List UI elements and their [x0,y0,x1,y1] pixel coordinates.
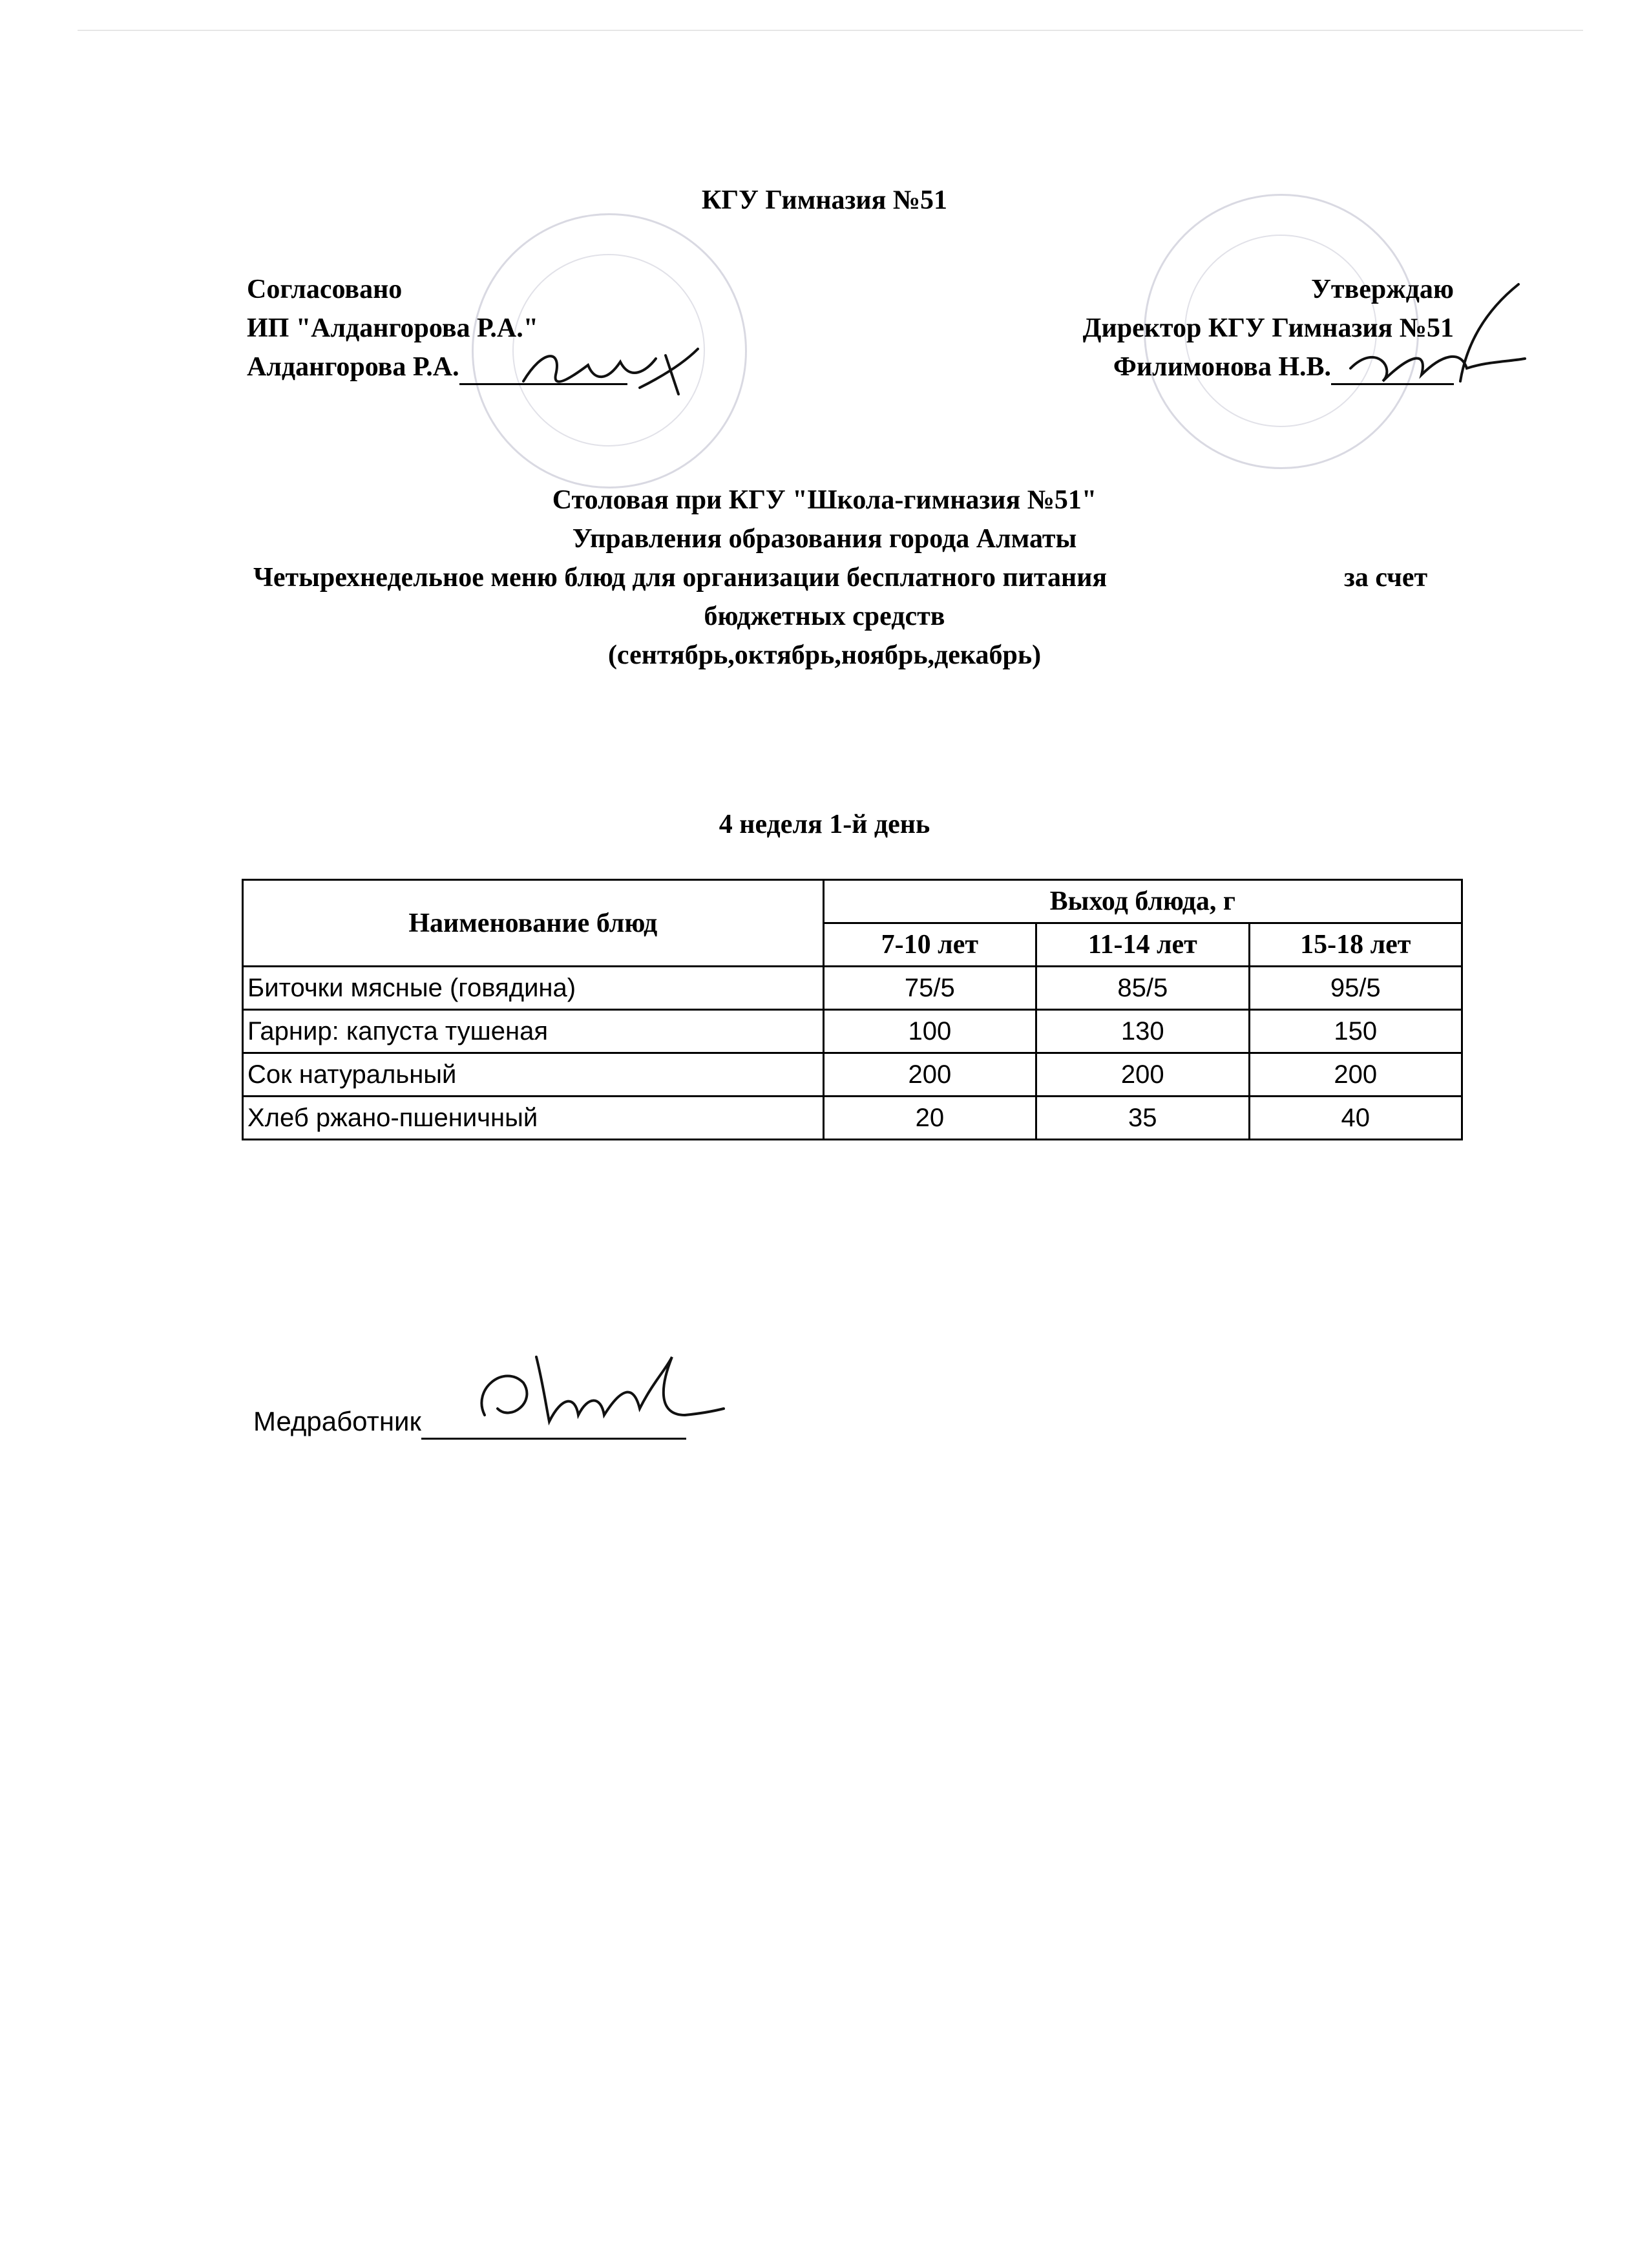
yield-11-14: 130 [1036,1010,1249,1053]
week-day-heading: 4 неделя 1-й день [719,810,930,839]
department-title: Управления образования города Алматы [572,524,1077,554]
yield-11-14: 200 [1036,1053,1249,1097]
director-signature [1338,271,1531,401]
col-dish-name: Наименование блюд [243,880,824,967]
yield-7-10: 75/5 [823,967,1036,1010]
yield-15-18: 200 [1249,1053,1462,1097]
table-row [243,1053,1462,1097]
medic-signature [465,1344,737,1441]
menu-funding: бюджетных средств [704,602,945,631]
yield-15-18: 40 [1249,1097,1462,1140]
supplier-signature [517,336,711,407]
yield-7-10: 200 [823,1053,1036,1097]
table-row [243,967,1462,1010]
dish-name: Сок натуральный [243,1053,824,1097]
table-row [243,1010,1462,1053]
canteen-title: Столовая при КГУ "Школа-гимназия №51" [552,485,1097,515]
dish-name: Гарнир: капуста тушеная [243,1010,824,1053]
yield-15-18: 95/5 [1249,967,1462,1010]
table-row [243,1097,1462,1140]
menu-title-suffix: за счет [1344,563,1428,593]
col-yield: Выход блюда, г [823,880,1462,923]
director-position: Директор КГУ Гимназия №51 [1082,313,1454,343]
yield-7-10: 100 [823,1010,1036,1053]
yield-11-14: 35 [1036,1097,1249,1140]
col-age-7-10: 7-10 лет [823,923,1036,967]
dish-name: Биточки мясные (говядина) [243,967,824,1010]
table-header-row [243,880,1462,923]
supplier-person-name: Алдангорова Р.А. [247,352,459,382]
yield-15-18: 150 [1249,1010,1462,1053]
approve-label: Утверждаю [1311,275,1454,304]
menu-title-line: Четырехнедельное меню блюд для организации бесплатного питания [253,563,1108,593]
yield-11-14: 85/5 [1036,967,1249,1010]
col-age-11-14: 11-14 лет [1036,923,1249,967]
col-age-15-18: 15-18 лет [1249,923,1462,967]
menu-months: (сентябрь,октябрь,ноябрь,декабрь) [607,640,1042,670]
supplier-company: ИП "Алдангорова Р.А." [247,313,539,343]
director-person-name: Филимонова Н.В. [1113,352,1331,382]
org-title: КГУ Гимназия №51 [701,185,948,215]
medic-label: Медработник [253,1406,421,1436]
menu-table [242,879,1463,1140]
dish-name: Хлеб ржано-пшеничный [243,1097,824,1140]
agreed-label: Согласовано [247,275,403,304]
scan-edge-line [78,30,1583,31]
yield-7-10: 20 [823,1097,1036,1140]
